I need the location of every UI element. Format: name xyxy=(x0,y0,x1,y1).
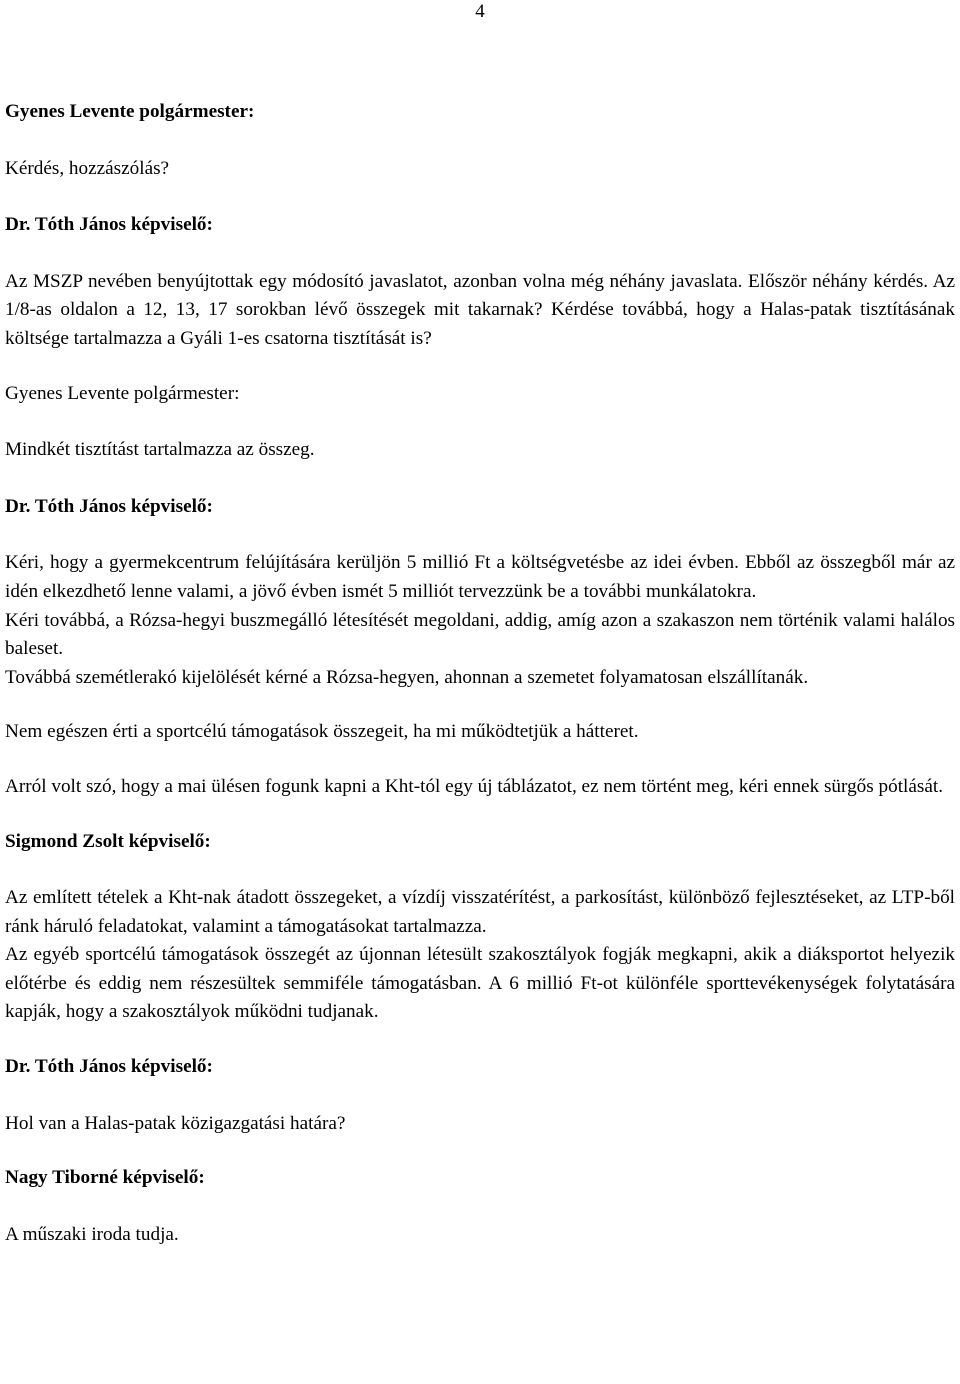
statement: Hol van a Halas-patak közigazgatási határa? xyxy=(5,1112,346,1134)
speaker-heading: Dr. Tóth János képviselő: xyxy=(5,1056,213,1078)
minutes-body xyxy=(5,98,955,1249)
page-number: 4 xyxy=(475,1,485,22)
statement: Kéri továbbá, a Rózsa-hegyi buszmegálló létesítését megoldani, addig, amíg azon a szakaszon nem történik valami halálos baleset. xyxy=(5,609,955,660)
statement: Kérdés, hozzászólás? xyxy=(5,157,170,179)
speaker-heading: Sigmond Zsolt képviselő: xyxy=(5,830,211,852)
statement: Továbbá szemétlerakó kijelölését kérné a Rózsa-hegyen, ahonnan a szemetet folyamatosan elszállítanák. xyxy=(5,666,809,688)
speaker-heading: Gyenes Levente polgármester: xyxy=(5,382,240,404)
statement: Az egyéb sportcélú támogatások összegét az újonnan létesült szakosztályok fogják megkapni, akik a diáksportot helyezik előtérbe és eddig nem részesültek semmiféle támogatásban. A 6 millió Ft-ot különféle sporttevékenységek folytatására kapják, hogy a szakosztályok működni tudjanak. xyxy=(5,944,955,1023)
statement: Arról volt szó, hogy a mai ülésen fogunk kapni a Kht-tól egy új táblázatot, ez nem történt meg, kéri ennek sürgős pótlását. xyxy=(5,775,943,797)
statement: Kéri, hogy a gyermekcentrum felújítására kerüljön 5 millió Ft a költségvetésbe az idei évben. Ebből az összegből már az idén elkezdhető lenne valami, a jövő évben ismét 5 milliót tervezzünk be a további munkálatokra. xyxy=(5,552,955,602)
statement: Az MSZP nevében benyújtottak egy módosító javaslatot, azonban volna még néhány javaslata. Először néhány kérdés. Az 1/8-as oldalon a 12, 13, 17 sorokban lévő összegek mit takarnak? Kérdése továbbá, hogy a Halas-patak tisztításának költsége tartalmazza a Gyáli 1-es csatorna tisztítását is? xyxy=(5,270,955,349)
statement: Nem egészen érti a sportcélú támogatások összegeit, ha mi működtetjük a hátteret. xyxy=(5,721,639,743)
speaker-heading: Gyenes Levente polgármester: xyxy=(5,101,255,122)
statement: Mindkét tisztítást tartalmazza az összeg. xyxy=(5,439,315,461)
statement: A műszaki iroda tudja. xyxy=(5,1223,179,1245)
statement: Az említett tételek a Kht-nak átadott összegeket, a vízdíj visszatérítést, a parkosítást, különböző fejlesztéseket, az LTP-ből ránk háruló feladatokat, valamint a támogatásokat tartalmazza. xyxy=(5,887,955,937)
speaker-heading: Dr. Tóth János képviselő: xyxy=(5,495,213,517)
speaker-heading: Dr. Tóth János képviselő: xyxy=(5,214,213,236)
speaker-heading: Nagy Tiborné képviselő: xyxy=(5,1167,205,1189)
